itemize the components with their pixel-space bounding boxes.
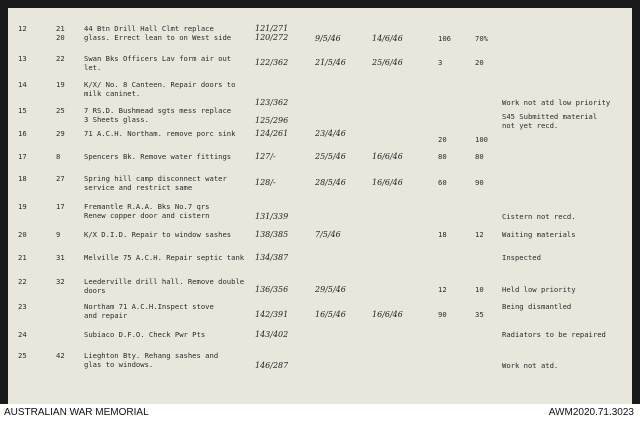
document-page xyxy=(8,8,632,404)
footer-bar xyxy=(0,404,640,421)
cell-note: Work not atd. xyxy=(502,361,559,370)
cell-desc: Leederville drill hall. Remove double doors xyxy=(84,277,245,295)
cell-no: 23 xyxy=(18,302,27,311)
cell-ref: 31 xyxy=(56,253,65,262)
cell-n1: 60 xyxy=(438,178,447,187)
footer-credit: AUSTRALIAN WAR MEMORIAL xyxy=(4,407,149,418)
cell-d1: 16/5/46 xyxy=(315,310,346,319)
cell-ref: 8 xyxy=(56,152,61,161)
cell-n1: 106 xyxy=(438,34,451,43)
cell-d2: 16/6/46 xyxy=(372,310,403,319)
cell-n2: 90 xyxy=(475,178,484,187)
cell-desc: Lieghton Bty. Rehang sashes and glas to windows. xyxy=(84,351,219,369)
cell-job: 124/261 xyxy=(255,129,289,138)
cell-no: 16 xyxy=(18,129,27,138)
cell-desc: Fremantle R.A.A. Bks No.7 qrs Renew copper door and cistern xyxy=(84,202,210,220)
cell-ref: 32 xyxy=(56,277,65,286)
cell-n1: 3 xyxy=(438,58,443,67)
cell-no: 13 xyxy=(18,54,27,63)
cell-desc: Spencers Bk. Remove water fittings xyxy=(84,152,232,161)
cell-n2: 20 xyxy=(475,58,484,67)
cell-desc: Melville 75 A.C.H. Repair septic tank xyxy=(84,253,245,262)
cell-d2: 14/6/46 xyxy=(372,34,403,43)
cell-d1: 25/5/46 xyxy=(315,152,346,161)
cell-desc: Subiaco D.F.O. Check Pwr Pts xyxy=(84,330,206,339)
cell-note: Held low priority xyxy=(502,285,576,294)
cell-desc: Northam 71 A.C.H.Inspect stove and repair xyxy=(84,302,214,320)
cell-job: 142/391 xyxy=(255,310,289,319)
cell-note: Being dismantled xyxy=(502,302,572,311)
cell-d1: 7/5/46 xyxy=(315,230,341,239)
cell-no: 22 xyxy=(18,277,27,286)
cell-ref: 29 xyxy=(56,129,65,138)
cell-desc: K/X D.I.D. Repair to window sashes xyxy=(84,230,232,239)
cell-ref: 19 xyxy=(56,80,65,89)
cell-no: 12 xyxy=(18,24,27,33)
cell-note: Radiators to be repaired xyxy=(502,330,606,339)
cell-note: Work not atd low priority xyxy=(502,98,611,107)
cell-n2: 10 xyxy=(475,285,484,294)
cell-job: 121/271 120/272 xyxy=(255,24,289,42)
cell-n1: 12 xyxy=(438,285,447,294)
cell-n1: 18 xyxy=(438,230,447,239)
cell-no: 18 xyxy=(18,174,27,183)
cell-job: 128/- xyxy=(255,178,276,187)
cell-n1: 20 xyxy=(438,135,447,144)
cell-no: 21 xyxy=(18,253,27,262)
cell-ref: 42 xyxy=(56,351,65,360)
cell-n1: 80 xyxy=(438,152,447,161)
cell-job: 138/385 xyxy=(255,230,289,239)
cell-no: 15 xyxy=(18,106,27,115)
cell-job: 125/296 xyxy=(255,116,289,125)
cell-n2: 80 xyxy=(475,152,484,161)
cell-d2: 16/6/46 xyxy=(372,152,403,161)
cell-job: 122/362 xyxy=(255,58,289,67)
cell-d2: 16/6/46 xyxy=(372,178,403,187)
cell-no: 14 xyxy=(18,80,27,89)
cell-d1: 9/5/46 xyxy=(315,34,341,43)
cell-note: S45 Submitted material not yet recd. xyxy=(502,112,598,130)
cell-n2: 100 xyxy=(475,135,488,144)
cell-desc: K/X/ No. 8 Canteen. Repair doors to milk caninet. xyxy=(84,80,236,98)
cell-d1: 28/5/46 xyxy=(315,178,346,187)
cell-n2: 70% xyxy=(475,34,488,43)
cell-ref: 22 xyxy=(56,54,65,63)
cell-job: 134/387 xyxy=(255,253,289,262)
cell-no: 17 xyxy=(18,152,27,161)
footer-accession: AWM2020.71.3023 xyxy=(548,407,634,418)
cell-note: Waiting materials xyxy=(502,230,576,239)
cell-note: Cistern not recd. xyxy=(502,212,576,221)
cell-d1: 21/5/46 xyxy=(315,58,346,67)
cell-ref: 21 20 xyxy=(56,24,65,42)
cell-ref: 25 xyxy=(56,106,65,115)
cell-note: Inspected xyxy=(502,253,541,262)
cell-d1: 23/4/46 xyxy=(315,129,346,138)
cell-job: 123/362 xyxy=(255,98,289,107)
cell-job: 127/- xyxy=(255,152,276,161)
cell-job: 136/356 xyxy=(255,285,289,294)
cell-d2: 25/6/46 xyxy=(372,58,403,67)
cell-no: 19 xyxy=(18,202,27,211)
cell-ref: 27 xyxy=(56,174,65,183)
cell-d1: 29/5/46 xyxy=(315,285,346,294)
cell-desc: Spring hill camp disconnect water service and restrict same xyxy=(84,174,227,192)
cell-no: 25 xyxy=(18,351,27,360)
cell-job: 146/287 xyxy=(255,361,289,370)
cell-no: 24 xyxy=(18,330,27,339)
cell-ref: 9 xyxy=(56,230,61,239)
cell-desc: Swan Bks Officers Lav form air out let. xyxy=(84,54,232,72)
cell-n2: 12 xyxy=(475,230,484,239)
cell-n1: 90 xyxy=(438,310,447,319)
cell-desc: 44 Btn Drill Hall Clmt replace glass. Errect lean to on West side xyxy=(84,24,232,42)
cell-desc: 7 RS.D. Bushmead sgts mess replace 3 Sheets glass. xyxy=(84,106,232,124)
cell-desc: 71 A.C.H. Northam. remove porc sink xyxy=(84,129,236,138)
cell-n2: 35 xyxy=(475,310,484,319)
cell-no: 20 xyxy=(18,230,27,239)
cell-ref: 17 xyxy=(56,202,65,211)
cell-job: 131/339 xyxy=(255,212,289,221)
cell-job: 143/402 xyxy=(255,330,289,339)
